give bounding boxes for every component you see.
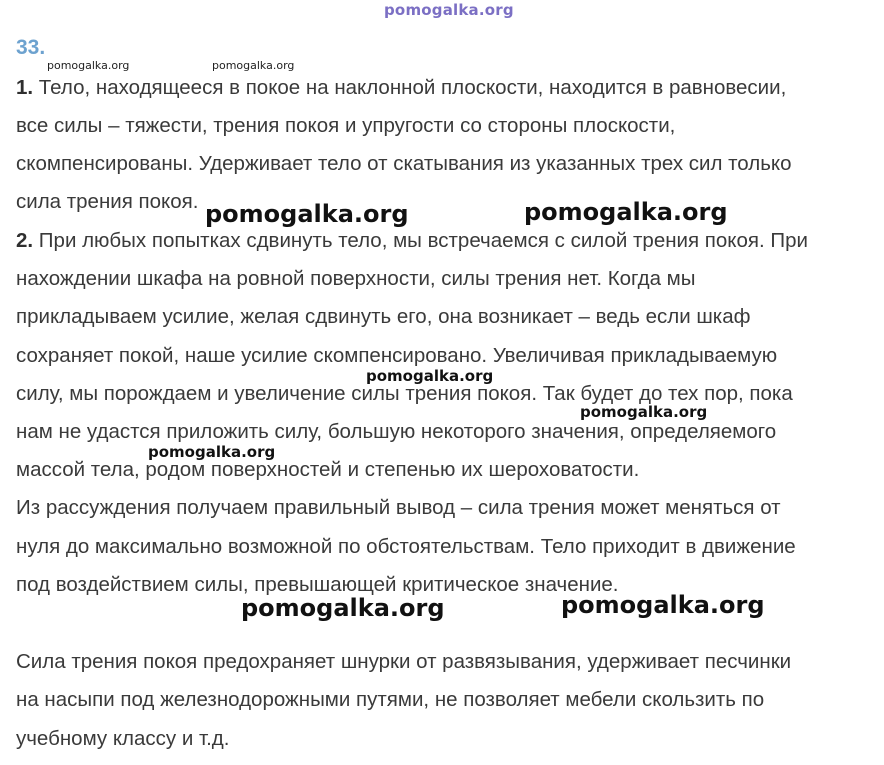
watermark-small: pomogalka.org (47, 59, 130, 72)
paragraph-2-line-7: массой тела, родом поверхностей и степенью их шероховатости. (16, 458, 640, 481)
paragraph-2-line-6: нам не удастся приложить силу, большую некоторого значения, определяемого (16, 420, 777, 443)
paragraph-3-line-2: нуля до максимально возможной по обстоятельствам. Тело приходит в движение (16, 535, 796, 558)
paragraph-3-line-3: под воздействием силы, превышающей критическое значение. (16, 573, 619, 596)
watermark-small: pomogalka.org (212, 59, 295, 72)
watermark-large: pomogalka.org (205, 200, 409, 228)
watermark-large: pomogalka.org (524, 198, 728, 226)
watermark-large: pomogalka.org (561, 591, 765, 619)
paragraph-2-line-1: 2. При любых попытках сдвинуть тело, мы встречаемся с силой трения покоя. При (16, 229, 808, 252)
watermark-medium: pomogalka.org (580, 403, 708, 421)
paragraph-2-line-2: нахождении шкафа на ровной поверхности, силы трения нет. Когда мы (16, 267, 696, 290)
paragraph-1-number: 1. (16, 76, 34, 99)
watermark-medium: pomogalka.org (366, 367, 494, 385)
paragraph-2-number: 2. (16, 229, 34, 252)
paragraph-4-line-2: на насыпи под железнодорожными путями, не позволяет мебели скользить по (16, 688, 765, 711)
paragraph-1-line-4: сила трения покоя. (16, 190, 199, 213)
task-number: 33. (16, 36, 46, 59)
watermark-medium: pomogalka.org (148, 443, 276, 461)
header-watermark: pomogalka.org (384, 1, 514, 19)
paragraph-2-line-3: прикладываем усилие, желая сдвинуть его, она возникает – ведь если шкаф (16, 305, 751, 328)
paragraph-2-line-4: сохраняет покой, наше усилие скомпенсировано. Увеличивая прикладываемую (16, 344, 778, 367)
paragraph-4-line-1: Сила трения покоя предохраняет шнурки от развязывания, удерживает песчинки (16, 650, 792, 673)
paragraph-1-line-2: все силы – тяжести, трения покоя и упругости со стороны плоскости, (16, 114, 676, 137)
paragraph-1-line-1: 1. Тело, находящееся в покое на наклонной плоскости, находится в равновесии, (16, 76, 787, 99)
paragraph-4-line-3: учебному классу и т.д. (16, 727, 230, 750)
paragraph-2-line-5: силу, мы порождаем и увеличение силы трения покоя. Так будет до тех пор, пока (16, 382, 793, 405)
paragraph-1-line-3: скомпенсированы. Удерживает тело от скатывания из указанных трех сил только (16, 152, 792, 175)
paragraph-3-line-1: Из рассуждения получаем правильный вывод – сила трения может меняться от (16, 496, 781, 519)
watermark-large: pomogalka.org (241, 594, 445, 622)
